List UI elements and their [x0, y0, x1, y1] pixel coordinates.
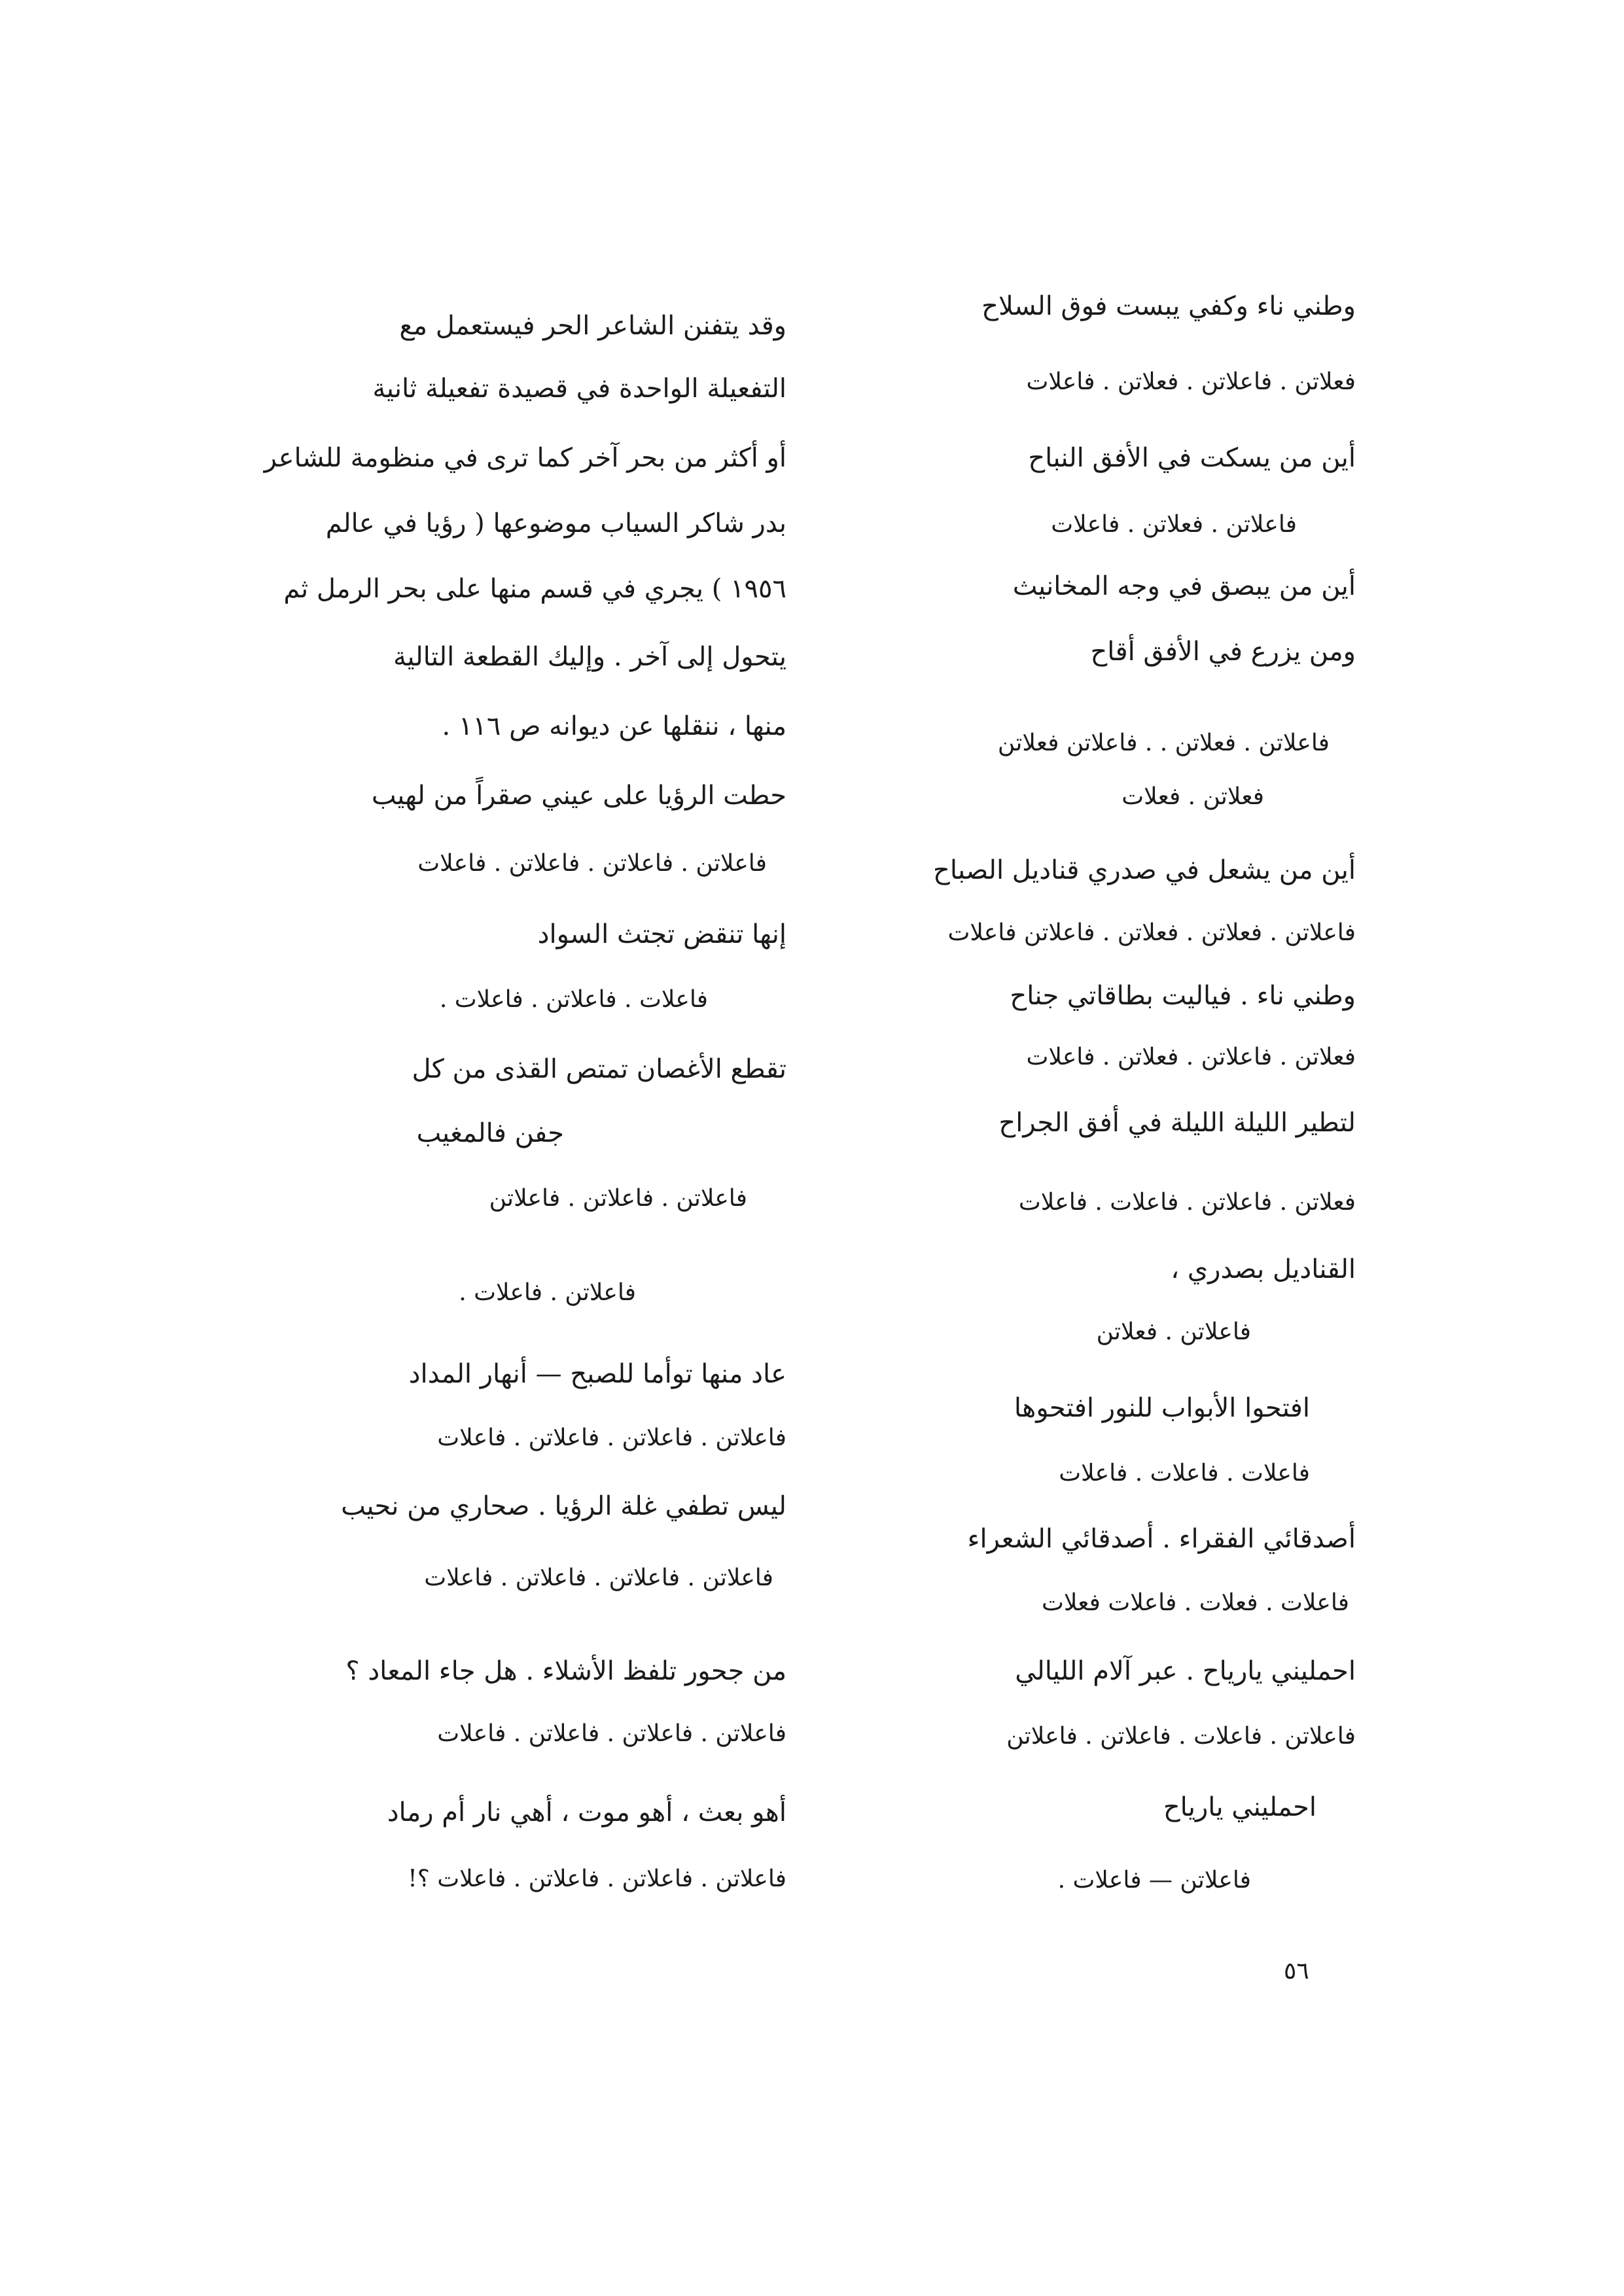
verse-line: جفن فالمغيب: [416, 1118, 564, 1148]
page-number: ٥٦: [1284, 1958, 1309, 1985]
meter-line: فعلاتن . فاعلاتن . فاعلات . فاعلات: [1018, 1189, 1356, 1216]
verse-line: احمليني ياریاح: [1163, 1792, 1316, 1822]
meter-line: فاعلاتن . فاعلاتن . فاعلاتن . فاعلات ؟!: [408, 1865, 786, 1892]
meter-line: فاعلات . فاعلاتن . فاعلات .: [439, 986, 708, 1013]
prose-line: أو أكثر من بحر آخر كما ترى في منظومة للشاعر: [264, 443, 786, 473]
meter-line: فاعلاتن . فاعلاتن . فاعلاتن: [489, 1185, 747, 1212]
meter-line: فاعلاتن . فعلاتن: [1096, 1318, 1251, 1345]
prose-line: وقد يتفنن الشاعر الحر فيستعمل مع: [399, 311, 786, 341]
verse-line: لتطير الليلة الليلة في أفق الجراح: [998, 1108, 1356, 1138]
prose-line: منها ، ننقلها عن ديوانه ص ١١٦ .: [442, 711, 786, 741]
meter-line: فاعلاتن — فاعلات .: [1057, 1867, 1251, 1894]
prose-line: بدر شاكر السياب موضوعها ( رؤيا في عالم: [325, 508, 786, 539]
meter-line: فاعلات . فعلات . فاعلات فعلات: [1041, 1589, 1349, 1616]
verse-line: احمليني يارياح . عبر آلام الليالي: [1015, 1656, 1356, 1686]
verse-line: تقطع الأغصان تمتص القذى من كل: [412, 1054, 786, 1084]
meter-line: فاعلاتن . فاعلات . فاعلاتن . فاعلاتن: [1006, 1723, 1356, 1750]
verse-line: أين من يبصق في وجه المخانيث: [1012, 571, 1356, 601]
verse-line: أين من يسكت في الأفق النباح: [1028, 443, 1356, 473]
meter-line: فاعلاتن . فاعلاتن . فاعلاتن . فاعلات: [424, 1564, 773, 1591]
verse-line: افتحوا الأبواب للنور افتحوها: [1014, 1393, 1310, 1423]
verse-line: أصدقائي الفقراء . أصدقائي الشعراء: [967, 1524, 1356, 1554]
meter-line: فاعلاتن . فعلاتن . . فاعلاتن فعلاتن: [997, 730, 1330, 756]
verse-line: وطني ناء . فياليت بطاقاتي جناح: [1010, 981, 1356, 1011]
verse-line: ومن يزرع في الأفق أقاح: [1090, 637, 1356, 667]
meter-line: فعلاتن . فعلات: [1121, 783, 1264, 810]
verse-line: إنها تنقض تجتث السواد: [537, 919, 786, 949]
verse-line: عاد منها توأما للصبح — أنهار المداد: [408, 1359, 786, 1389]
prose-line: يتحول إلى آخر . وإليك القطعة التالية: [393, 642, 786, 672]
prose-line: التفعيلة الواحدة في قصيدة تفعيلة ثانية: [372, 374, 786, 404]
verse-line: أين من يشعل في صدري قناديل الصباح: [933, 855, 1356, 885]
verse-line: القناديل بصدري ،: [1171, 1254, 1356, 1284]
verse-line: أهو بعث ، أهو موت ، أهي نار أم رماد: [387, 1797, 786, 1828]
meter-line: فاعلاتن . فاعلات .: [459, 1279, 636, 1306]
meter-line: فاعلاتن . فعلاتن . فاعلات: [1051, 511, 1297, 538]
verse-line: حطت الرؤيا على عيني صقراً من لهيب: [371, 781, 786, 811]
prose-line: ١٩٥٦ ) يجري في قسم منها على بحر الرمل ثم: [283, 574, 786, 604]
meter-line: فاعلاتن . فاعلاتن . فاعلاتن . فاعلات: [437, 1720, 786, 1747]
meter-line: فاعلاتن . فاعلاتن . فاعلاتن . فاعلات: [417, 850, 767, 877]
meter-line: فاعلاتن . فعلاتن . فعلاتن . فاعلاتن فاعلات: [947, 919, 1356, 946]
meter-line: فاعلات . فاعلات . فاعلات: [1059, 1460, 1310, 1487]
meter-line: فعلاتن . فاعلاتن . فعلاتن . فاعلات: [1026, 368, 1356, 395]
verse-line: من جحور تلفظ الأشلاء . هل جاء المعاد ؟: [345, 1656, 786, 1686]
verse-line: ليس تطفي غلة الرؤيا . صحاري من نحيب: [341, 1491, 786, 1521]
meter-line: فعلاتن . فاعلاتن . فعلاتن . فاعلات: [1026, 1044, 1356, 1070]
meter-line: فاعلاتن . فاعلاتن . فاعلاتن . فاعلات: [437, 1424, 786, 1451]
verse-line: وطني ناء وكفي يبست فوق السلاح: [981, 291, 1356, 321]
